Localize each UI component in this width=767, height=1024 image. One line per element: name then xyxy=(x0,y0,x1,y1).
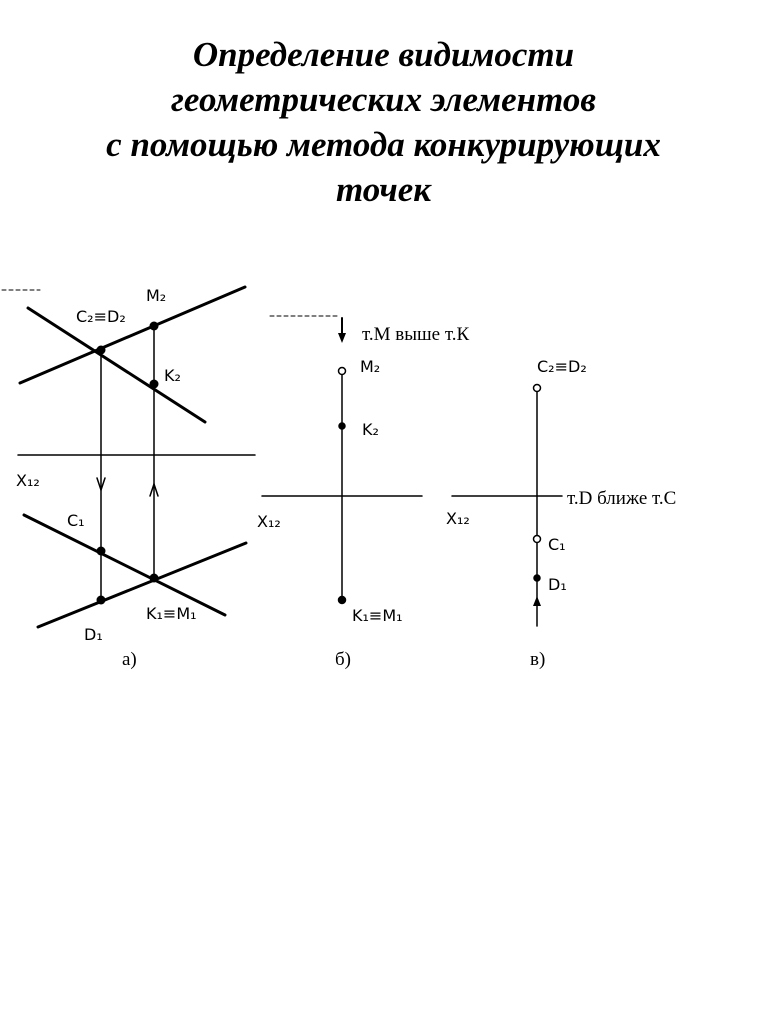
arrow-up-icon xyxy=(533,596,541,606)
point-c2-d2 xyxy=(97,346,106,355)
label-k1-m1: K₁≡M₁ xyxy=(352,606,403,625)
panel-c xyxy=(452,388,562,626)
top-line-2 xyxy=(38,543,246,627)
point-c2-d2 xyxy=(534,385,541,392)
label-c1: C₁ xyxy=(548,535,566,554)
title-line-1: Определение видимости xyxy=(192,35,575,74)
note-m-above-k: т.М выше т.К xyxy=(362,324,470,345)
label-d1: D₁ xyxy=(84,625,103,644)
label-c2-d2: C₂≡D₂ xyxy=(537,357,587,376)
point-c1 xyxy=(534,536,541,543)
title-line-2: геометрических элементов xyxy=(171,80,596,119)
point-m2 xyxy=(150,322,159,331)
point-k1-m1 xyxy=(150,574,159,583)
label-m2: M₂ xyxy=(360,357,381,376)
point-k2 xyxy=(150,380,159,389)
label-x12: X₁₂ xyxy=(257,512,281,531)
panel-b xyxy=(262,316,422,600)
point-m2 xyxy=(339,368,346,375)
caption-c: в) xyxy=(530,649,546,670)
label-x12: X₁₂ xyxy=(16,471,40,490)
point-d1 xyxy=(534,575,540,581)
title-line-3: с помощью метода конкурирующих xyxy=(106,125,661,164)
label-m2: M₂ xyxy=(146,286,167,305)
label-k2: K₂ xyxy=(362,420,379,439)
note-d-closer-than-c: т.D ближе т.С xyxy=(567,488,677,509)
panel-a xyxy=(2,287,255,627)
label-d1: D₁ xyxy=(548,575,567,594)
caption-a: а) xyxy=(122,649,137,670)
label-x12: X₁₂ xyxy=(446,509,470,528)
point-d1 xyxy=(97,596,106,605)
caption-b: б) xyxy=(335,649,351,670)
panel-a-points xyxy=(97,322,159,605)
point-k2 xyxy=(339,423,345,429)
point-k1-m1 xyxy=(339,597,346,604)
arrow-down-icon xyxy=(338,333,346,343)
label-k2: K₂ xyxy=(164,366,181,385)
title-line-4: точек xyxy=(335,170,431,209)
point-c1 xyxy=(97,547,106,556)
front-line-1 xyxy=(20,287,245,383)
label-k1-m1: K₁≡M₁ xyxy=(146,604,197,623)
label-c2-d2: C₂≡D₂ xyxy=(76,307,126,326)
label-c1: C₁ xyxy=(67,511,85,530)
